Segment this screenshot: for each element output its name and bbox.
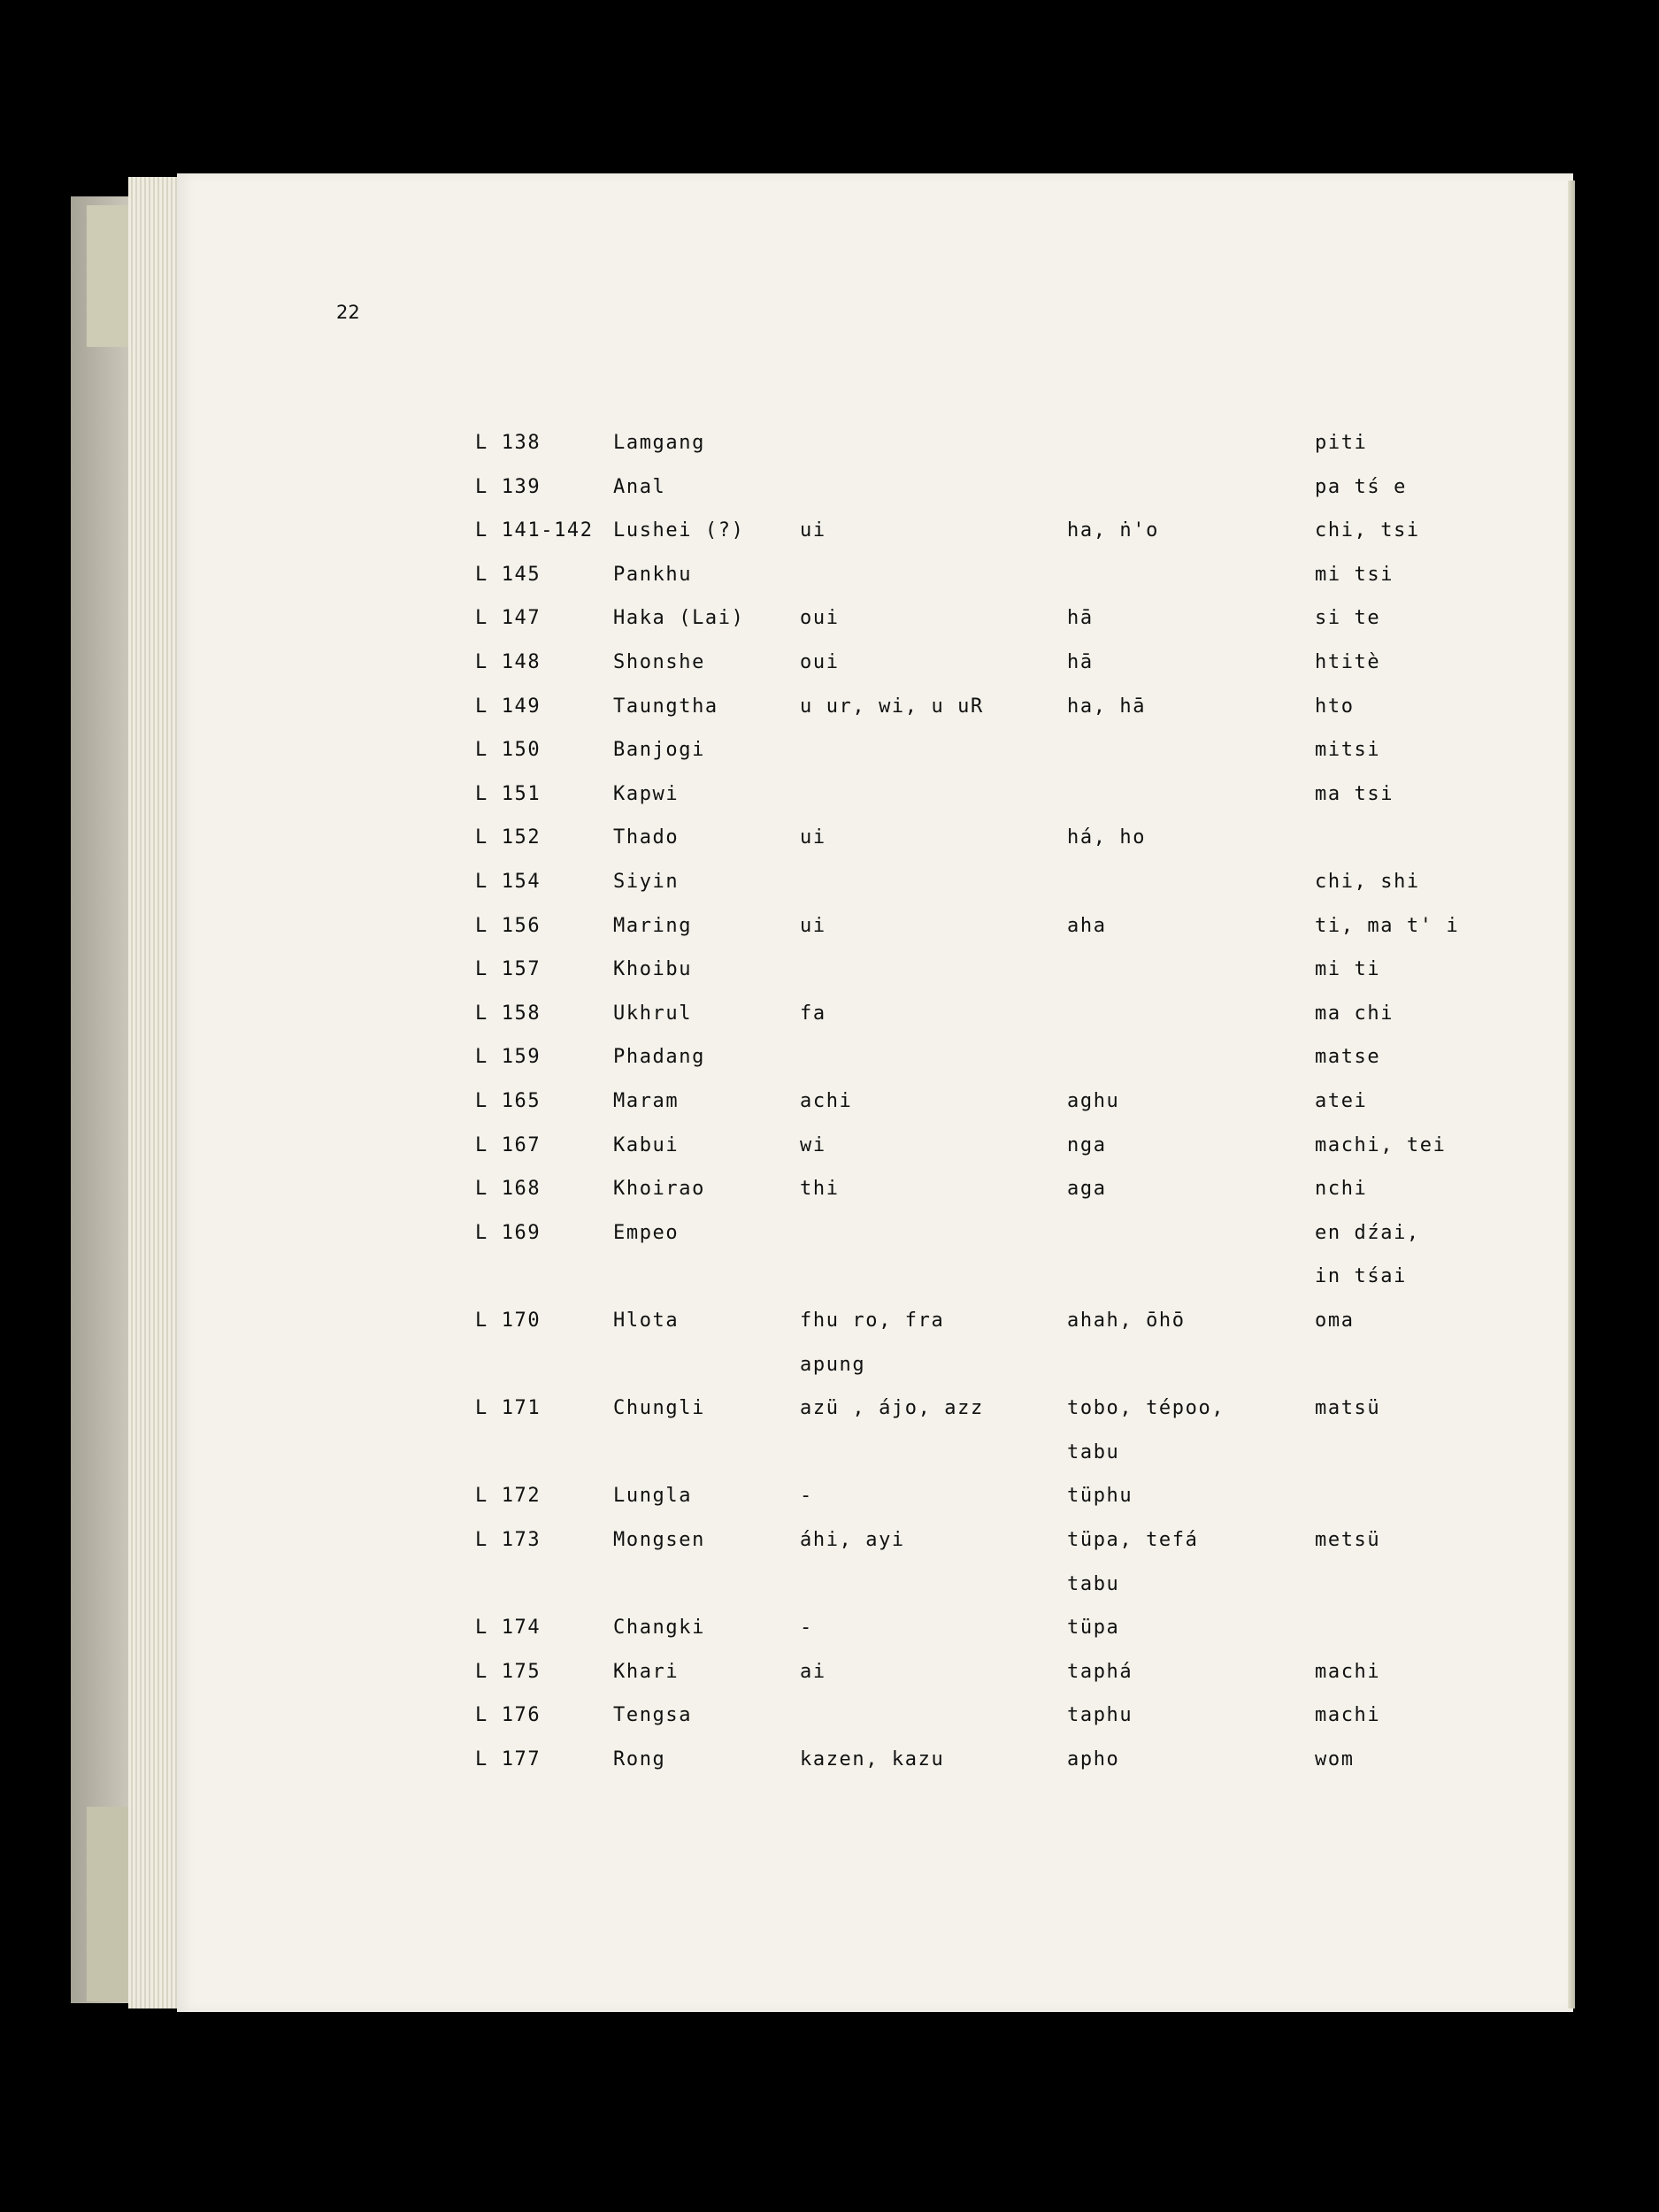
row-id: L 147 [475,607,541,629]
row-id: L 177 [475,1748,541,1770]
language-name: Khoibu [613,958,693,980]
row-id: L 171 [475,1397,541,1419]
form-col-3: apung [800,1354,866,1376]
language-name: Shonshe [613,651,705,673]
page-number: 22 [336,302,360,323]
row-id: L 159 [475,1046,541,1068]
form-col-4: tüphu [1067,1485,1133,1507]
form-col-3: thi [800,1178,840,1200]
language-name: Anal [613,476,666,498]
row-id: L 154 [475,871,541,893]
page-stack [128,177,181,2008]
language-name: Mongsen [613,1529,705,1551]
row-id: L 165 [475,1090,541,1112]
form-col-4: tabu [1067,1573,1120,1595]
row-id: L 152 [475,826,541,849]
language-name: Kabui [613,1134,680,1156]
form-col-4: ahah, ōhō [1067,1310,1186,1332]
language-name: Tengsa [613,1704,693,1726]
form-col-5: si te [1315,607,1381,629]
language-name: Phadang [613,1046,705,1068]
form-col-3: ai [800,1661,826,1683]
form-col-4: tüpa [1067,1617,1120,1639]
form-col-4: tabu [1067,1441,1120,1463]
row-id: L 151 [475,783,541,805]
form-col-5: chi, tsi [1315,519,1420,541]
form-col-3: achi [800,1090,853,1112]
form-col-4: há, ho [1067,826,1147,849]
row-id: L 175 [475,1661,541,1683]
form-col-4: taphu [1067,1704,1133,1726]
form-col-4: taphá [1067,1661,1133,1683]
form-col-5: mi tsi [1315,564,1394,586]
language-name: Banjogi [613,739,705,761]
form-col-3: oui [800,651,840,673]
language-name: Thado [613,826,680,849]
form-col-5: matsü [1315,1397,1381,1419]
row-id: L 141-142 [475,519,594,541]
language-name: Lamgang [613,432,705,454]
form-col-5: machi [1315,1704,1381,1726]
form-col-5: ma tsi [1315,783,1394,805]
form-col-5: wom [1315,1748,1355,1770]
form-col-5: mi ti [1315,958,1381,980]
row-id: L 149 [475,695,541,718]
form-col-3: ui [800,826,826,849]
form-col-4: tobo, tépoo, [1067,1397,1225,1419]
row-id: L 157 [475,958,541,980]
language-name: Empeo [613,1222,680,1244]
row-id: L 176 [475,1704,541,1726]
form-col-3: áhi, ayi [800,1529,905,1551]
row-id: L 139 [475,476,541,498]
form-col-4: apho [1067,1748,1120,1770]
form-col-4: tüpa, tefá [1067,1529,1199,1551]
page-edge [1568,180,1575,2008]
form-col-5: in tśai [1315,1265,1407,1287]
language-name: Maram [613,1090,680,1112]
form-col-5: matse [1315,1046,1381,1068]
form-col-4: nga [1067,1134,1107,1156]
form-col-5: chi, shi [1315,871,1420,893]
form-col-4: hā [1067,607,1094,629]
form-col-4: hā [1067,651,1094,673]
language-name: Hlota [613,1310,680,1332]
row-id: L 173 [475,1529,541,1551]
form-col-3: fa [800,1002,826,1025]
form-col-3: - [800,1617,813,1639]
form-col-4: aghu [1067,1090,1120,1112]
form-col-3: azü , ájo, azz [800,1397,984,1419]
form-col-5: pa tś e [1315,476,1407,498]
form-col-5: en dźai, [1315,1222,1420,1244]
language-name: Chungli [613,1397,705,1419]
form-col-3: wi [800,1134,826,1156]
form-col-5: atei [1315,1090,1368,1112]
form-col-5: oma [1315,1310,1355,1332]
form-col-5: nchi [1315,1178,1368,1200]
form-col-3: ui [800,519,826,541]
row-id: L 158 [475,1002,541,1025]
form-col-5: machi [1315,1661,1381,1683]
form-col-3: oui [800,607,840,629]
language-name: Pankhu [613,564,693,586]
form-col-5: ma chi [1315,1002,1394,1025]
form-col-5: hto [1315,695,1355,718]
row-id: L 145 [475,564,541,586]
language-name: Khoirao [613,1178,705,1200]
row-id: L 169 [475,1222,541,1244]
row-id: L 167 [475,1134,541,1156]
language-name: Taungtha [613,695,718,718]
form-col-4: aga [1067,1178,1107,1200]
form-col-5: mitsi [1315,739,1381,761]
form-col-4: ha, ṅ'o [1067,519,1159,541]
language-name: Siyin [613,871,680,893]
row-id: L 138 [475,432,541,454]
row-id: L 148 [475,651,541,673]
row-id: L 156 [475,915,541,937]
row-id: L 170 [475,1310,541,1332]
language-name: Ukhrul [613,1002,693,1025]
language-name: Rong [613,1748,666,1770]
language-name: Haka (Lai) [613,607,745,629]
language-name: Lushei (?) [613,519,745,541]
form-col-3: - [800,1485,813,1507]
language-name: Kapwi [613,783,680,805]
row-id: L 150 [475,739,541,761]
language-name: Khari [613,1661,680,1683]
row-id: L 172 [475,1485,541,1507]
form-col-5: piti [1315,432,1368,454]
row-id: L 174 [475,1617,541,1639]
language-name: Changki [613,1617,705,1639]
form-col-3: kazen, kazu [800,1748,945,1770]
form-col-5: htitè [1315,651,1381,673]
language-name: Maring [613,915,693,937]
form-col-3: u ur, wi, u uR [800,695,984,718]
row-id: L 168 [475,1178,541,1200]
form-col-5: ti, ma t' i [1315,915,1460,937]
form-col-5: machi, tei [1315,1134,1447,1156]
form-col-3: fhu ro, fra [800,1310,945,1332]
form-col-4: aha [1067,915,1107,937]
form-col-5: metsü [1315,1529,1381,1551]
form-col-3: ui [800,915,826,937]
form-col-4: ha, hā [1067,695,1147,718]
language-name: Lungla [613,1485,693,1507]
